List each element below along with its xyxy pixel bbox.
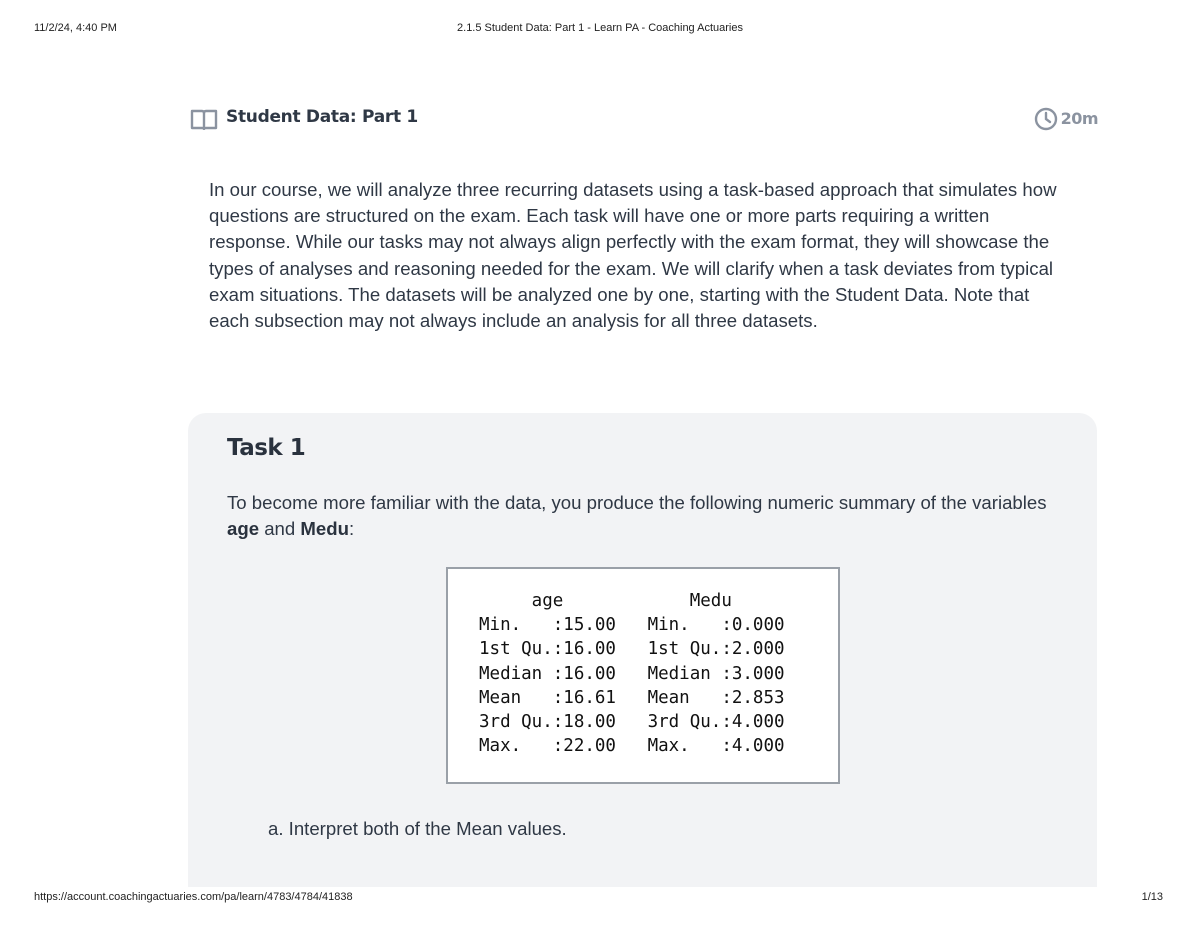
- book-open-icon: [190, 108, 218, 130]
- page-number: 1/13: [1141, 891, 1163, 903]
- intro-paragraph: In our course, we will analyze three recurring datasets using a task-based approach that simulates how questions are structured on the exam. Each task will have one or more parts requiring a written response. While our tasks may not always align perfectly with the exam format, they will showcase the types of analyses and reasoning needed for the exam. We will clarify when a task deviates from typical exam situations. The datasets will be analyzed one by one, starting with the Student Data. Note that each subsection may not always include an analysis for all three datasets.: [209, 179, 1057, 332]
- print-header: [0, 22, 1200, 38]
- print-footer: [0, 891, 1200, 907]
- task-description: [227, 490, 1057, 542]
- print-url: https://account.coachingactuaries.com/pa/learn/4783/4784/41838: [34, 891, 353, 903]
- clock-icon: [1034, 107, 1058, 131]
- task-description-suffix: :: [348, 518, 355, 540]
- duration-label: 20m: [1060, 109, 1098, 128]
- task-card: [188, 413, 1097, 887]
- variable-age: age: [227, 518, 260, 540]
- print-document-title: 2.1.5 Student Data: Part 1 - Learn PA - Coaching Actuaries: [457, 22, 743, 34]
- lesson-title: Student Data: Part 1: [226, 107, 418, 127]
- print-date: 11/2/24, 4:40 PM: [34, 22, 117, 34]
- task-description-middle: and: [259, 518, 301, 540]
- lesson-header: [190, 106, 1098, 134]
- task-description-prefix: To become more familiar with the data, you produce the following numeric summary of the variables: [227, 492, 1047, 513]
- task-title: Task 1: [227, 435, 306, 461]
- summary-output: age Medu Min. :15.00 Min. :0.000 1st Qu.:16.00 1st Qu.:2.000 Median :16.00 Median :3.000 Mean :16.61 Mean :2.853 3rd Qu.:18.00 3rd Qu.:4.000 Max. :22.00 Max. :4.000: [479, 591, 785, 757]
- variable-medu: Medu: [300, 518, 349, 540]
- summary-output-box: [446, 567, 840, 784]
- task-question-a: a. Interpret both of the Mean values.: [268, 818, 567, 839]
